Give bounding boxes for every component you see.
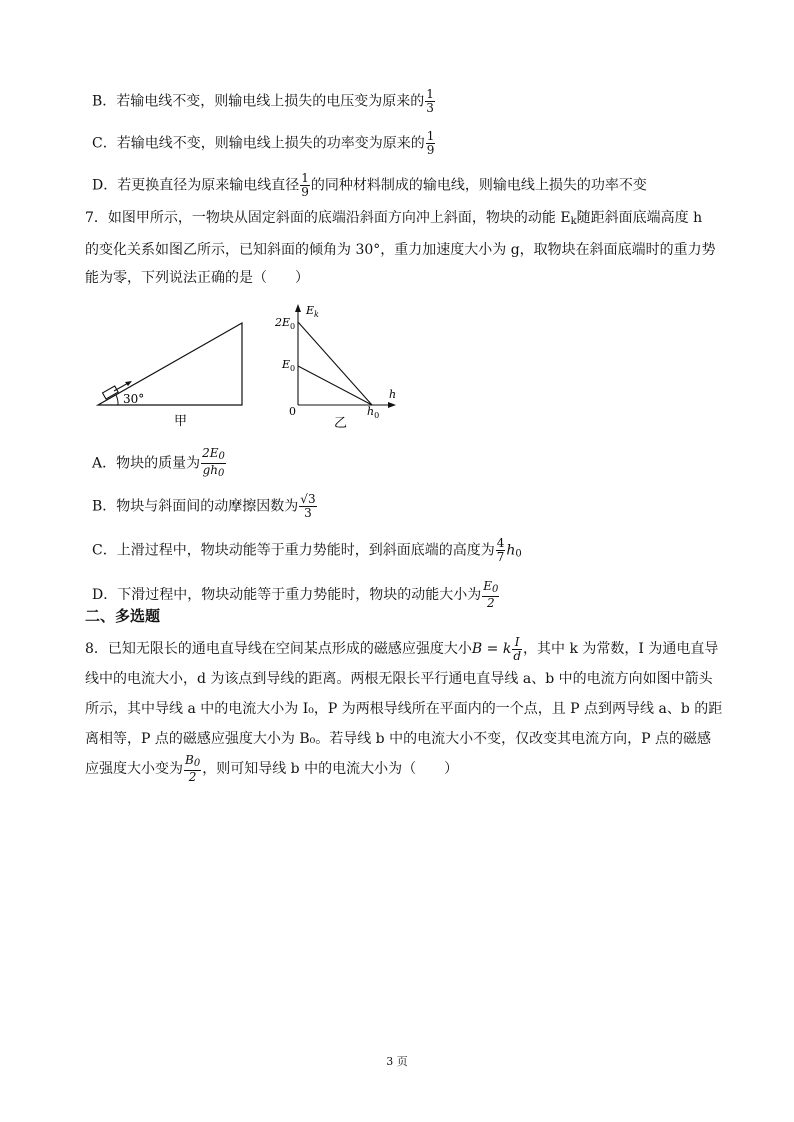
fig-jia-caption: 甲 [174,414,188,429]
svg-text:h0: $h_0$ [367,405,380,420]
block [103,386,119,399]
angle-label: 30° [123,392,145,406]
section-heading: 二、多选题 [85,607,161,625]
fraction: $\frac{√3}{3}$ [300,492,316,520]
q6-option-b: B．若输电线不变，则输电线上损失的电压变为原来的 $\frac{1}{3}$ [92,87,434,115]
line-2e0 [298,322,372,405]
fraction: $\frac{1}{9}$ [426,129,435,157]
tick-h0: h [367,405,375,418]
line-e0 [298,366,372,405]
q7-option-b: B．物块与斜面间的动摩擦因数为 $\frac{√3}{3}$ [92,492,316,520]
y-axis-label: E [306,304,315,317]
y-arrow-icon [295,304,301,312]
incline-figure [92,315,252,430]
ek-h-graph [272,300,402,430]
page-number: 3 页 [386,1055,408,1068]
arrow-head-icon [125,381,132,386]
fraction: $\frac{B_0}{2}$ [185,753,201,784]
fraction: $\frac{1}{9}$ [301,171,309,199]
tick-e0: E [282,358,291,371]
fraction: $\frac{E_0}{2}$ [483,579,499,610]
q7-option-a: A．物块的质量为 $\frac{2E_0}{gh_0}$ [92,446,225,479]
svg-text:E0: $E_0$ [282,358,296,373]
q8-stem: 8．已知无限长的通电直导线在空间某点形成的磁感应强度大小B = k $\frac{I}{d}$ ，其中 k 为常数，I 为通电直导 线中的电流大小，d 为该点到导线的距离。两根无限长平行通电直导线 a、b 中的电流方向如图中箭头 所示，其中导线 a 中的电流大小为 I₀，P 为两根导线所在平面内的一个点，且 P 点到两导线 a、b 的距 离相等，P 点的磁感应强度大小为 B₀。若导线 b 中的电流大小不变，仅改变其电流方向，P 点的磁感 应强度大小变为 $\frac{B_0}{2}$ ，则可知导线 b 中的电流大小为（ ） [85,634,723,784]
q7-stem: 7．如图甲所示，一物块从固定斜面的底端沿斜面方向冲上斜面，物块的动能 $E_k$随距斜面底端高度 h 的变化关系如图乙所示，已知斜面的倾角为 30°，重力加速度大小为 g，取物块在斜面底端时的重力势 能为零，下列说法正确的是（ ） [85,210,716,286]
svg-text:2E0: $2E_0$ [275,316,296,331]
q6-option-d: D．若更换直径为原来输电线直径 $\frac{1}{9}$ 的同种材料制成的输电线，则输电线上损失的功率不变 [92,171,647,199]
fraction: $\frac{4}{7}$ [496,536,505,564]
tick-2e0: 2E [275,316,291,329]
incline-triangle [98,323,242,405]
fraction: $\frac{I}{d}$ [513,634,521,663]
x-arrow-icon [388,402,396,408]
q7-option-c: C．上滑过程中，物块动能等于重力势能时，到斜面底端的高度为 $\frac{4}{7}$ $h_0$ [92,536,522,564]
x-axis-label: h [389,388,397,401]
origin-label: 0 [289,405,296,418]
angle-arc [116,395,118,405]
q6-option-c: C．若输电线不变，则输电线上损失的功率变为原来的 $\frac{1}{9}$ [92,129,435,157]
fig-yi-caption: 乙 [334,416,348,430]
svg-text:Ek: $E_k$ [306,304,319,319]
fraction: $\frac{1}{3}$ [426,87,434,115]
fraction: $\frac{2E_0}{gh_0}$ [202,446,225,479]
q7-option-d: D．下滑过程中，物块动能等于重力势能时，物块的动能大小为 $\frac{E_0}{2}$ [92,579,499,610]
